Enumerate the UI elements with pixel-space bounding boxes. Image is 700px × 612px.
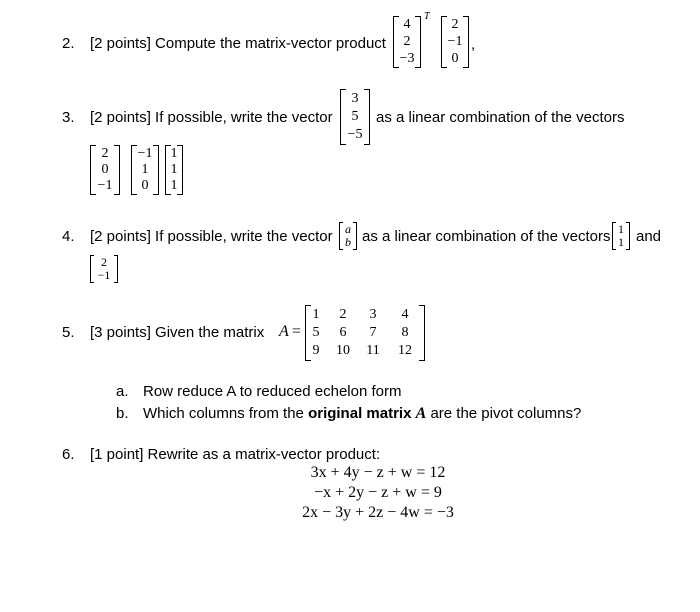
problem-3-vector-v2	[131, 145, 159, 195]
problem-3-vector	[340, 89, 370, 145]
problem-2-comma: ,	[471, 36, 476, 53]
vector-cell: b	[345, 235, 351, 249]
matrix-cell: 5	[312, 325, 320, 340]
vector-cell: 0	[141, 178, 149, 193]
problem-4-text-before: [2 points] If possible, write the vector	[90, 228, 333, 245]
matrix-cell: 12	[398, 343, 412, 358]
vector-cell: 1	[170, 178, 178, 193]
problem-6-number: 6.	[62, 446, 75, 463]
vector-cell: −1	[97, 268, 111, 282]
problem-2-matrix-a	[393, 16, 421, 68]
matrix-b-cell: −1	[447, 34, 463, 49]
problem-3-text-before: [2 points] If possible, write the vector	[90, 109, 333, 126]
matrix-a-cell: 4	[403, 17, 411, 32]
vector-cell: 0	[101, 162, 109, 177]
vector-cell: 1	[141, 162, 149, 177]
sub-b-bold-var: A	[415, 405, 427, 422]
matrix-cell: 7	[369, 325, 377, 340]
vector-cell: 1	[170, 162, 178, 177]
matrix-cell: 3	[369, 307, 377, 322]
vector-cell: 5	[351, 109, 359, 124]
matrix-cell: 11	[366, 343, 380, 358]
problem-4-number: 4.	[62, 228, 75, 245]
matrix-b-cell: 0	[451, 51, 459, 66]
vector-cell: 2	[101, 255, 107, 269]
problem-2-text: [2 points] Compute the matrix-vector product	[90, 35, 386, 52]
vector-cell: 3	[351, 91, 359, 106]
problem-4-text-after: as a linear combination of the vectors	[362, 228, 611, 245]
sub-a-marker: a.	[116, 383, 129, 400]
matrix-a-cell: 2	[403, 34, 411, 49]
problem-5-number: 5.	[62, 324, 75, 341]
vector-cell: a	[345, 222, 351, 236]
matrix-cell: 1	[312, 307, 320, 322]
sub-b-marker: b.	[116, 405, 129, 422]
sub-a-text: Row reduce A to reduced echelon form	[143, 383, 402, 400]
problem-3-number: 3.	[62, 109, 75, 126]
vector-cell: 1	[170, 146, 178, 161]
problem-4-vector-v1	[612, 222, 630, 250]
vector-cell: −5	[347, 127, 363, 142]
problem-3-vector-v1	[90, 145, 120, 195]
equation-1: 3x + 4y − z + w = 12	[310, 464, 446, 481]
problem-4-and: and	[636, 228, 662, 245]
vector-cell: −1	[137, 146, 153, 161]
equation-3: 2x − 3y + 2z − 4w = −3	[302, 504, 454, 521]
matrix-b-cell: 2	[451, 17, 459, 32]
transpose-mark: T	[424, 11, 430, 22]
matrix-cell: 9	[312, 343, 320, 358]
vector-cell: 1	[618, 235, 624, 249]
vector-cell: 1	[618, 222, 624, 236]
sub-b-bold: original matrix	[308, 405, 412, 422]
problem-5-text: [3 points] Given the matrix	[90, 324, 265, 341]
matrix-name: A	[279, 323, 289, 340]
matrix-a-cell: −3	[399, 51, 415, 66]
equation-2: −x + 2y − z + w = 9	[314, 484, 442, 501]
matrix-cell: 6	[339, 325, 347, 340]
matrix-cell: 2	[339, 307, 347, 322]
vector-cell: 2	[101, 146, 109, 161]
problem-3-vector-v3	[165, 145, 183, 195]
matrix-cell: 10	[336, 343, 350, 358]
problem-4-vector	[339, 222, 357, 250]
problem-2-number: 2.	[62, 35, 75, 52]
equals-sign: =	[292, 323, 302, 340]
matrix-cell: 4	[401, 307, 409, 322]
sub-b-text	[143, 405, 581, 423]
sub-b-pre: Which columns from the	[143, 405, 304, 422]
problem-3-text-after: as a linear combination of the vectors	[376, 109, 625, 126]
problem-2-matrix-b	[441, 16, 469, 68]
problem-6-text: [1 point] Rewrite as a matrix-vector product:	[90, 446, 381, 463]
problem-4-vector-v2	[90, 255, 118, 283]
problem-5-matrix	[305, 305, 425, 361]
matrix-cell: 8	[401, 325, 409, 340]
sub-b-post: are the pivot columns?	[430, 405, 582, 422]
vector-cell: −1	[97, 178, 113, 193]
